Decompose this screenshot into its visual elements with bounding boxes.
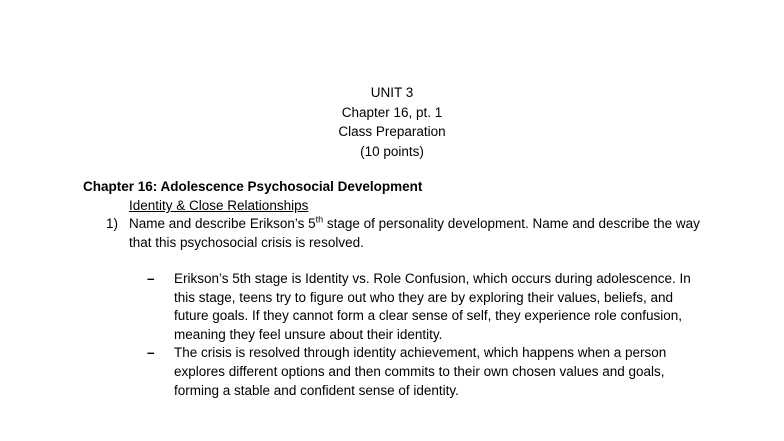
section-title: Chapter 16: Adolescence Psychosocial Development: [83, 179, 423, 194]
question-text-start: Name and describe Erikson’s 5: [129, 216, 316, 231]
answer-list: [147, 270, 707, 400]
chapter-label: Chapter 16, pt. 1: [341, 104, 443, 120]
question-item: [106, 215, 706, 252]
question-number: 1): [106, 216, 119, 231]
question-text-end: stage of personality development. Name and describe the way that this psychosocial crisis is resolved.: [129, 216, 700, 250]
answer-text: The crisis is resolved through identity achievement, which happens when a person explores different options and then commits to their own chosen values and goals, forming a stable and confident sense of identity.: [174, 345, 667, 398]
answer-item: [147, 344, 707, 400]
subsection-title: Identity & Close Relationships: [129, 198, 309, 213]
answer-item: [147, 270, 707, 344]
question-text: [129, 215, 706, 252]
ordinal-superscript: th: [315, 214, 324, 225]
dash-bullet: –: [147, 271, 155, 286]
document-header: [292, 83, 492, 161]
unit-label: UNIT 3: [370, 85, 414, 100]
answer-text: Erikson’s 5th stage is Identity vs. Role Confusion, which occurs during adolescence. In this stage, teens try to figure out who they are by exploring their values, beliefs, and future goals. If they cannot form a clear sense of self, they experience role confusion, meaning they feel unsure about their identity.: [174, 271, 691, 342]
points-label: (10 points): [360, 143, 424, 159]
dash-bullet: –: [147, 345, 155, 361]
assignment-kind: Class Preparation: [338, 124, 446, 139]
